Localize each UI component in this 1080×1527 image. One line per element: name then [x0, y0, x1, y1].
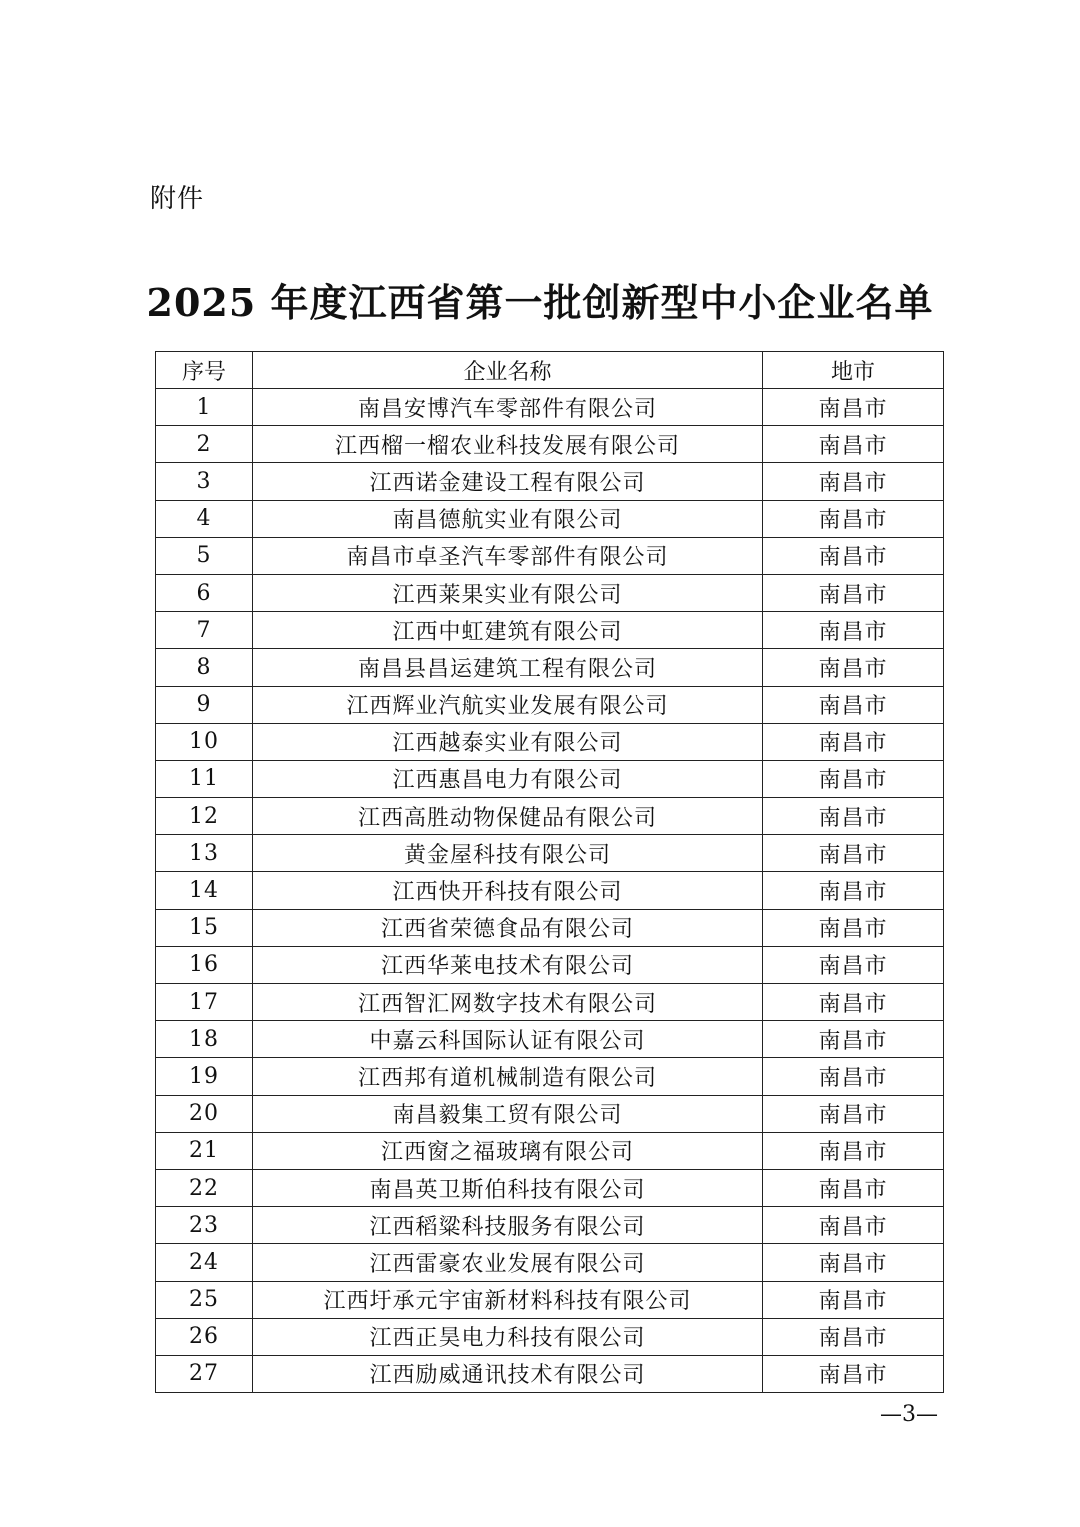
column-header-company: 企业名称	[253, 352, 763, 389]
city-cell: 南昌市	[763, 389, 944, 426]
city-cell: 南昌市	[763, 1244, 944, 1281]
city-cell: 南昌市	[763, 1132, 944, 1169]
row-index-cell: 27	[156, 1355, 253, 1392]
row-index-cell: 2	[156, 426, 253, 463]
city-cell: 南昌市	[763, 798, 944, 835]
attachment-label: 附件	[150, 184, 205, 214]
table-row	[156, 574, 944, 611]
city-cell: 南昌市	[763, 984, 944, 1021]
company-name-cell: 江西辉业汽航实业发展有限公司	[253, 686, 763, 723]
company-name-cell: 南昌毅集工贸有限公司	[253, 1095, 763, 1132]
row-index-cell: 25	[156, 1281, 253, 1318]
company-name-cell: 江西励威通讯技术有限公司	[253, 1355, 763, 1392]
company-name-cell: 江西惠昌电力有限公司	[253, 760, 763, 797]
table-row	[156, 946, 944, 983]
row-index-cell: 14	[156, 872, 253, 909]
row-index-cell: 16	[156, 946, 253, 983]
city-cell: 南昌市	[763, 649, 944, 686]
row-index-cell: 24	[156, 1244, 253, 1281]
table-row	[156, 835, 944, 872]
company-name-cell: 江西莱果实业有限公司	[253, 574, 763, 611]
row-index-cell: 10	[156, 723, 253, 760]
company-name-cell: 中嘉云科国际认证有限公司	[253, 1021, 763, 1058]
table-row	[156, 1132, 944, 1169]
city-cell: 南昌市	[763, 463, 944, 500]
table-row	[156, 463, 944, 500]
table-row	[156, 612, 944, 649]
company-name-cell: 江西圩承元宇宙新材料科技有限公司	[253, 1281, 763, 1318]
row-index-cell: 22	[156, 1169, 253, 1206]
company-name-cell: 江西诺金建设工程有限公司	[253, 463, 763, 500]
table-row	[156, 1244, 944, 1281]
row-index-cell: 4	[156, 500, 253, 537]
row-index-cell: 11	[156, 760, 253, 797]
company-name-cell: 南昌德航实业有限公司	[253, 500, 763, 537]
table-row	[156, 649, 944, 686]
table-row	[156, 1021, 944, 1058]
table-body	[156, 389, 944, 1393]
enterprise-list-table	[155, 351, 944, 1393]
company-name-cell: 江西智汇网数字技术有限公司	[253, 984, 763, 1021]
table-row	[156, 798, 944, 835]
city-cell: 南昌市	[763, 574, 944, 611]
row-index-cell: 13	[156, 835, 253, 872]
company-name-cell: 江西中虹建筑有限公司	[253, 612, 763, 649]
company-name-cell: 江西省荣德食品有限公司	[253, 909, 763, 946]
city-cell: 南昌市	[763, 426, 944, 463]
column-header-city: 地市	[763, 352, 944, 389]
row-index-cell: 20	[156, 1095, 253, 1132]
row-index-cell: 9	[156, 686, 253, 723]
row-index-cell: 26	[156, 1318, 253, 1355]
city-cell: 南昌市	[763, 1095, 944, 1132]
company-name-cell: 黄金屋科技有限公司	[253, 835, 763, 872]
table-header-row	[156, 352, 944, 389]
table-row	[156, 426, 944, 463]
table-row	[156, 1207, 944, 1244]
table-row	[156, 1169, 944, 1206]
company-name-cell: 江西稻粱科技服务有限公司	[253, 1207, 763, 1244]
city-cell: 南昌市	[763, 723, 944, 760]
row-index-cell: 18	[156, 1021, 253, 1058]
table-row	[156, 1095, 944, 1132]
company-name-cell: 江西华莱电技术有限公司	[253, 946, 763, 983]
row-index-cell: 15	[156, 909, 253, 946]
table-row	[156, 500, 944, 537]
city-cell: 南昌市	[763, 1318, 944, 1355]
table-row	[156, 723, 944, 760]
city-cell: 南昌市	[763, 1021, 944, 1058]
table-row	[156, 1281, 944, 1318]
row-index-cell: 3	[156, 463, 253, 500]
city-cell: 南昌市	[763, 909, 944, 946]
company-name-cell: 江西高胜动物保健品有限公司	[253, 798, 763, 835]
company-name-cell: 南昌英卫斯伯科技有限公司	[253, 1169, 763, 1206]
company-name-cell: 南昌市卓圣汽车零部件有限公司	[253, 537, 763, 574]
column-header-index: 序号	[156, 352, 253, 389]
city-cell: 南昌市	[763, 872, 944, 909]
table-row	[156, 760, 944, 797]
city-cell: 南昌市	[763, 537, 944, 574]
table-row	[156, 1058, 944, 1095]
table-row	[156, 909, 944, 946]
row-index-cell: 12	[156, 798, 253, 835]
city-cell: 南昌市	[763, 500, 944, 537]
city-cell: 南昌市	[763, 946, 944, 983]
row-index-cell: 7	[156, 612, 253, 649]
table-row	[156, 1355, 944, 1392]
city-cell: 南昌市	[763, 686, 944, 723]
row-index-cell: 21	[156, 1132, 253, 1169]
row-index-cell: 23	[156, 1207, 253, 1244]
city-cell: 南昌市	[763, 1281, 944, 1318]
table-row	[156, 686, 944, 723]
row-index-cell: 1	[156, 389, 253, 426]
city-cell: 南昌市	[763, 1355, 944, 1392]
table-row	[156, 872, 944, 909]
company-name-cell: 江西榴一榴农业科技发展有限公司	[253, 426, 763, 463]
row-index-cell: 17	[156, 984, 253, 1021]
company-name-cell: 江西快开科技有限公司	[253, 872, 763, 909]
company-name-cell: 江西雷豪农业发展有限公司	[253, 1244, 763, 1281]
row-index-cell: 5	[156, 537, 253, 574]
company-name-cell: 南昌县昌运建筑工程有限公司	[253, 649, 763, 686]
table-row	[156, 984, 944, 1021]
page-number: —3—	[880, 1402, 938, 1427]
row-index-cell: 6	[156, 574, 253, 611]
company-name-cell: 江西越泰实业有限公司	[253, 723, 763, 760]
city-cell: 南昌市	[763, 1169, 944, 1206]
city-cell: 南昌市	[763, 760, 944, 797]
table-row	[156, 389, 944, 426]
table-row	[156, 1318, 944, 1355]
city-cell: 南昌市	[763, 1207, 944, 1244]
document-title: 2025 年度江西省第一批创新型中小企业名单	[146, 280, 934, 325]
company-name-cell: 江西邦有道机械制造有限公司	[253, 1058, 763, 1095]
city-cell: 南昌市	[763, 1058, 944, 1095]
city-cell: 南昌市	[763, 612, 944, 649]
company-name-cell: 江西窗之福玻璃有限公司	[253, 1132, 763, 1169]
row-index-cell: 19	[156, 1058, 253, 1095]
company-name-cell: 江西正昊电力科技有限公司	[253, 1318, 763, 1355]
row-index-cell: 8	[156, 649, 253, 686]
company-name-cell: 南昌安博汽车零部件有限公司	[253, 389, 763, 426]
city-cell: 南昌市	[763, 835, 944, 872]
table-row	[156, 537, 944, 574]
